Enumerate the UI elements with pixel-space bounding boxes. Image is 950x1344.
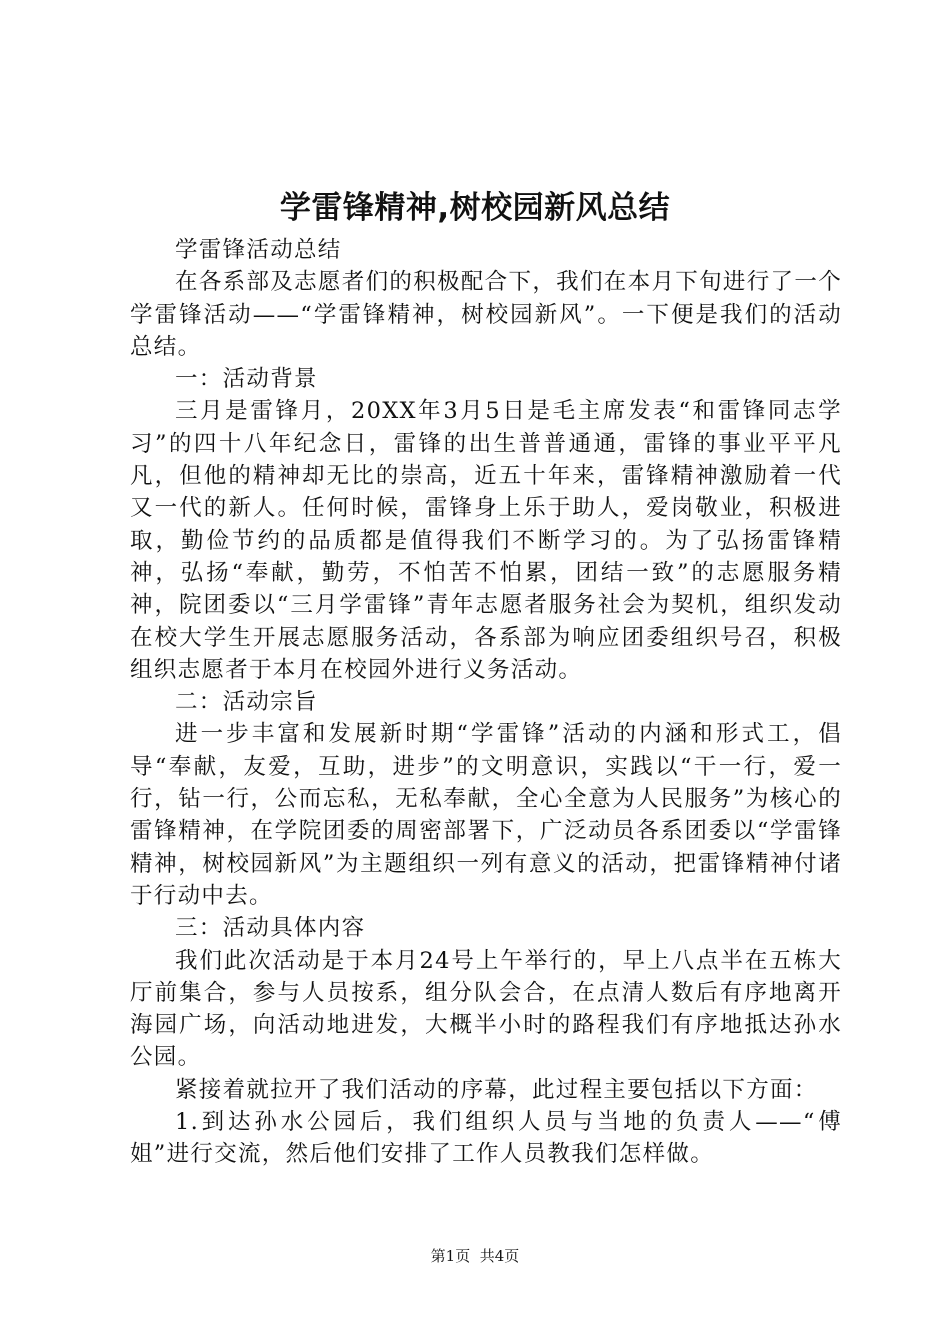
section-heading-purpose: 二：活动宗旨 [175, 689, 318, 716]
section-heading-content: 三：活动具体内容 [175, 915, 366, 942]
section-heading-summary: 学雷锋活动总结 [175, 237, 342, 263]
page-number: 第1页 [430, 1247, 471, 1265]
paragraph-content: 我们此次活动是于本月24号上午举行的，早上八点半在五栋大厅前集合，参与人员按系，组分队会合，在点清人数后有序地离开海园广场，向活动地进发，大概半小时的路程我们有序地抵达孙水公园。 [130, 947, 842, 1071]
document-body [130, 234, 842, 1171]
paragraph-background: 三月是雷锋月，20XX年3月5日是毛主席发表“和雷锋同志学习”的四十八年纪念日，雷锋的出生普普通通，雷锋的事业平平凡凡，但他的精神却无比的崇高，近五十年来，雷锋精神激励着一代又一代的新人。任何时候，雷锋身上乐于助人，爱岗敬业，积极进取，勤俭节约的品质都是值得我们不断学习的。为了弘扬雷锋精神，弘扬“奉献，勤劳，不怕苦不怕累，团结一致”的志愿服务精神，院团委以“三月学雷锋”青年志愿者服务社会为契机，组织发动在校大学生开展志愿服务活动，各系部为响应团委组织号召，积极组织志愿者于本月在校园外进行义务活动。 [130, 398, 842, 683]
document-title: 学雷锋精神,树校园新风总结 [279, 190, 671, 226]
paragraph-sequence: 紧接着就拉开了我们活动的序幕，此过程主要包括以下方面： [175, 1076, 818, 1103]
paragraph-step-1: 1.到达孙水公园后，我们组织人员与当地的负责人——“傅姐”进行交流，然后他们安排了工作人员教我们怎样做。 [130, 1109, 842, 1168]
paragraph-purpose: 进一步丰富和发展新时期“学雷锋”活动的内涵和形式工，倡导“奉献，友爱，互助，进步”的文明意识，实践以“干一行，爱一行，钻一行，公而忘私，无私奉献，全心全意为人民服务”为核心的雷锋精神，在学院团委的周密部署下，广泛动员各系团委以“学雷锋精神，树校园新风”为主题组织一列有意义的活动，把雷锋精神付诸于行动中去。 [130, 721, 842, 909]
page-total: 共4页 [479, 1247, 520, 1265]
page-footer [0, 1246, 950, 1266]
section-heading-background: 一：活动背景 [175, 366, 318, 393]
paragraph-intro: 在各系部及志愿者们的积极配合下，我们在本月下旬进行了一个学雷锋活动——“学雷锋精神，树校园新风”。一下便是我们的活动总结。 [130, 269, 842, 360]
